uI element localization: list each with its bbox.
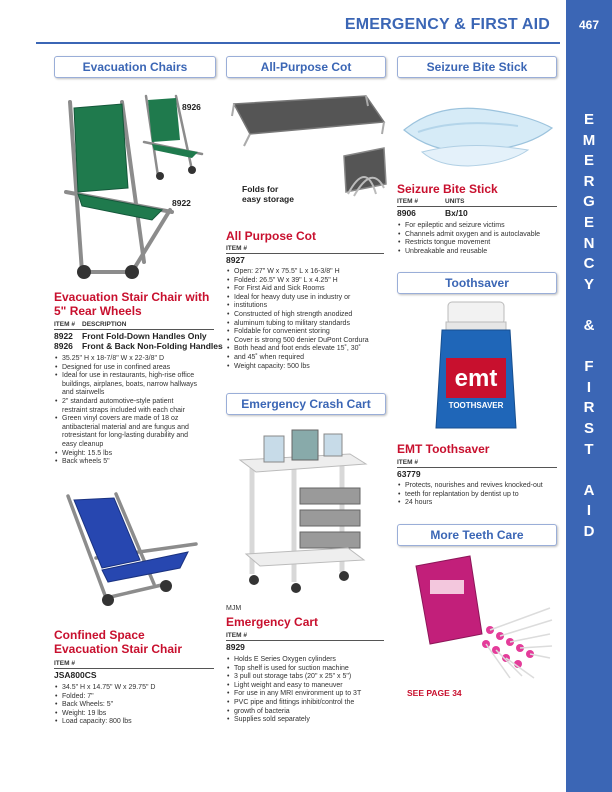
toothsaver-jar-image [428,300,524,434]
feature-item: • Weight capacity: 500 lbs [226,363,388,372]
feature-item: • growth of bacteria [226,708,390,717]
sidebar-letter: N [583,234,595,252]
item-col-header: ITEM # [54,321,75,328]
feature-item: • Green vinyl covers are made of 18 oz [54,415,224,424]
item-col-header: ITEM # [397,198,418,205]
feature-item: • Constructed of high strength anodized [226,311,388,320]
sidebar-letter [566,460,612,481]
item-number: 8906 [397,208,416,218]
feature-item: • institutions [226,302,388,311]
item-description: Front Fold-Down Handles Only [82,331,207,341]
bite-stick-features [397,222,559,256]
feature-item: • Weight: 15.5 lbs [54,450,224,459]
feature-item: • 35.25" H x 18-7/8" W x 22-3/8" D [54,355,224,364]
item-col-header: ITEM # [226,632,247,639]
page-title: EMERGENCY & FIRST AID [344,16,550,33]
sidebar-letter: R [583,172,595,190]
feature-item: • 34.5" H x 14.75" W x 29.75" D [54,684,224,693]
title-line: Confined Space [54,628,145,642]
cot-title: All Purpose Cot [226,229,317,243]
feature-item: • Light weight and easy to maneuver [226,682,390,691]
sidebar-letter: E [583,152,594,170]
image-label-8926: 8926 [182,102,201,112]
feature-item: • Load capacity: 800 lbs [54,718,224,727]
sidebar-letter: I [586,502,592,520]
feature-item: • 24 hours [397,499,561,508]
sidebar-letter [566,295,612,316]
sidebar-letter: R [583,399,595,417]
title-line: Evacuation Stair Chair with [54,290,210,304]
feature-item: • Channels admit oxygen and is autoclavable [397,231,559,240]
see-page-link[interactable]: SEE PAGE 34 [407,688,462,698]
sidebar-letter: M [582,131,596,149]
divider [397,206,557,207]
item-col-header: ITEM # [54,660,75,667]
confined-space-chair-title [54,628,224,656]
feature-item: • Ideal for use in restaurants, high-rise office [54,372,224,381]
sidebar-letter: S [583,419,594,437]
title-line: Evacuation Stair Chair [54,642,183,656]
teeth-care-kit-image [400,550,556,682]
feature-item: • Weight: 19 lbs [54,710,224,719]
feature-item: • Folded: 26.5" W x 39" L x 4.25" H [226,277,388,286]
sidebar-letter: C [583,255,595,273]
feature-item: • Designed for use in confined areas [54,364,224,373]
section-header-seizure-bite-stick: Seizure Bite Stick [397,56,557,78]
folds-caption: easy storage [242,194,294,204]
feature-item: • Both head and foot ends elevate 15˚, 30˚ [226,345,388,354]
evacuation-chair-title [54,290,224,318]
feature-item: • Top shelf is used for suction machine [226,665,390,674]
feature-item: • PVC pipe and fittings inhibit/control the [226,699,390,708]
feature-item: restraint straps included with each chair [62,406,185,414]
title-line: 5" Rear Wheels [54,304,142,318]
sidebar-letter: E [583,213,594,231]
feature-item: rotresistant for long-lasting durability and [62,432,189,440]
feature-item: • Holds E Series Oxygen cylinders [226,656,390,665]
image-label-8922: 8922 [172,198,191,208]
sidebar-tab [566,0,612,792]
sidebar-letter: F [584,358,594,376]
divider [226,640,384,641]
sidebar-letter: D [583,522,595,540]
sidebar-letter: Y [583,275,594,293]
sidebar-letter: & [583,316,595,334]
evacuation-chair-features [54,355,224,467]
feature-item: • Supplies sold separately [226,716,390,725]
section-header-all-purpose-cot: All-Purpose Cot [226,56,386,78]
divider [226,253,384,254]
cart-brand: MJM [226,605,242,612]
sidebar-letter [566,337,612,358]
feature-item: • Ideal for heavy duty use in industry or [226,294,388,303]
cot-features [226,268,388,371]
feature-item: • 3 pull out storage tabs (20" x 25" x 5") [226,673,390,682]
item-number: 8927 [226,255,245,265]
feature-item: • For epileptic and seizure victims [397,222,559,231]
item-col-header: ITEM # [226,245,247,252]
emergency-cart-image [230,424,380,594]
section-header-more-teeth-care: More Teeth Care [397,524,557,546]
jar-brand-text: emt [454,365,498,392]
cart-title: Emergency Cart [226,615,319,629]
confined-space-chair-features [54,684,224,727]
feature-item: • Cover is strong 500 denier DuPont Cordura [226,337,388,346]
confined-space-chair-image [56,488,206,616]
sidebar-letter: G [583,193,595,211]
item-number: JSA800CS [54,670,97,680]
feature-item: antibacterial material and are fungus and [62,423,189,431]
feature-item: easy cleanup [62,440,104,448]
emt-toothsaver-title: EMT Toothsaver [397,442,490,456]
sidebar-letter: A [583,481,595,499]
feature-item: • Protects, nourishes and revives knocked-out [397,482,561,491]
divider [54,329,214,330]
feature-item: • teeth for replantation by dentist up to [397,491,561,500]
bite-stick-image [398,88,558,174]
folds-caption: Folds for [242,184,279,194]
feature-item: • aluminum tubing to military standards [226,320,388,329]
item-number: 63779 [397,469,421,479]
item-description: Front & Back Non-Folding Handles [82,341,223,351]
bite-stick-title: Seizure Bite Stick [397,182,498,196]
feature-item: • 2" standard automotive-style patient [54,398,224,407]
feature-item: • Back Wheels: 5" [54,701,224,710]
sidebar-letter: E [583,111,594,128]
item-units: Bx/10 [445,208,468,218]
title-rule [36,42,560,44]
feature-item: • and 45˚ when required [226,354,388,363]
feature-item: buildings, airplanes, boats, narrow hallways [62,380,198,388]
feature-item: • Restricts tongue movement [397,239,559,248]
section-header-toothsaver: Toothsaver [397,272,557,294]
item-col-header: ITEM # [397,459,418,466]
cart-features [226,656,390,725]
feature-item: • Back wheels 5" [54,458,224,467]
feature-item: • For use in any MRI environment up to 3T [226,690,390,699]
section-header-emergency-crash-cart: Emergency Crash Cart [226,393,386,415]
sidebar-letter: T [584,440,594,458]
section-header-evacuation-chairs: Evacuation Chairs [54,56,216,78]
feature-item: • For First Aid and Sick Rooms [226,285,388,294]
feature-item: • Unbreakable and reusable [397,248,559,257]
units-col-header: UNITS [445,198,465,205]
sidebar-letters [566,110,612,542]
feature-item: • Foldable for convenient storing [226,328,388,337]
page-number: 467 [578,18,600,32]
emt-toothsaver-features [397,482,561,508]
divider [54,668,214,669]
feature-item: • Folded: 7" [54,693,224,702]
sidebar-letter: I [586,378,592,396]
item-number: 8929 [226,642,245,652]
divider [397,467,557,468]
jar-name-text: TOOTHSAVER [448,401,504,410]
item-number: 8922 [54,331,73,341]
feature-item: • Open: 27" W x 75.5" L x 16-3/8" H [226,268,388,277]
feature-item: and stairwells [62,389,105,397]
item-number: 8926 [54,341,73,351]
description-col-header: DESCRIPTION [82,321,127,328]
